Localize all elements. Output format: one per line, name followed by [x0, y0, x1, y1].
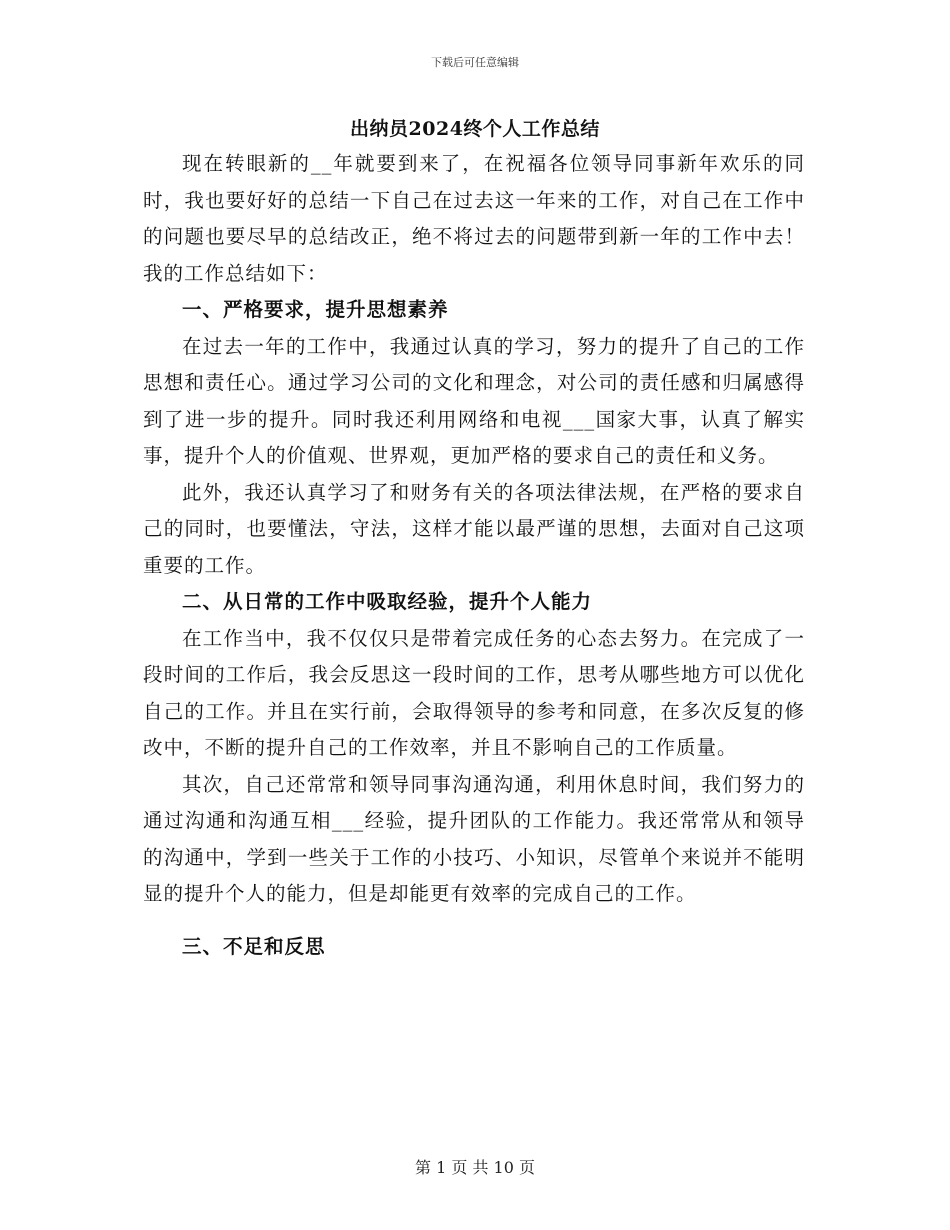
page-footer: 第 1 页 共 10 页: [415, 1158, 535, 1177]
header-note: 下载后可任意编辑: [431, 56, 519, 69]
section-3-heading: 三、不足和反思: [182, 934, 326, 958]
document-body: [143, 146, 805, 965]
section-1-heading: 一、严格要求，提升思想素养: [182, 298, 449, 321]
section-1-paragraph-1: 在过去一年的工作中，我通过认真的学习，努力的提升了自己的工作思想和责任心。通过学习公司的文化和理念，对公司的责任感和归属感得到了进一步的提升。同时我还利用网络和电视___国家大事，认真了解实事，提升个人的价值观、世界观，更加严格的要求自己的责任和义务。: [143, 334, 805, 467]
document-title: 出纳员2024终个人工作总结: [350, 118, 600, 140]
section-2-paragraph-2: 其次，自己还常常和领导同事沟通沟通，利用休息时间，我们努力的通过沟通和沟通互相___经验，提升团队的工作能力。我还常常从和领导的沟通中，学到一些关于工作的小技巧、小知识，尽管单个来说并不能明显的提升个人的能力，但是却能更有效率的完成自己的工作。: [143, 772, 805, 905]
section-2-paragraph-1: 在工作当中，我不仅仅只是带着完成任务的心态去努力。在完成了一段时间的工作后，我会反思这一段时间的工作，思考从哪些地方可以优化自己的工作。并且在实行前，会取得领导的参考和同意，在多次反复的修改中，不断的提升自己的工作效率，并且不影响自己的工作质量。: [143, 626, 805, 759]
intro-paragraph: 现在转眼新的__年就要到来了，在祝福各位领导同事新年欢乐的同时，我也要好好的总结一下自己在过去这一年来的工作，对自己在工作中的问题也要尽早的总结改正，绝不将过去的问题带到新一年的工作中去！我的工作总结如下：: [143, 152, 805, 285]
section-2-heading: 二、从日常的工作中吸取经验，提升个人能力: [182, 590, 593, 613]
section-1-paragraph-2: 此外，我还认真学习了和财务有关的各项法律法规，在严格的要求自己的同时，也要懂法，守法，这样才能以最严谨的思想，去面对自己这项重要的工作。: [143, 480, 805, 577]
